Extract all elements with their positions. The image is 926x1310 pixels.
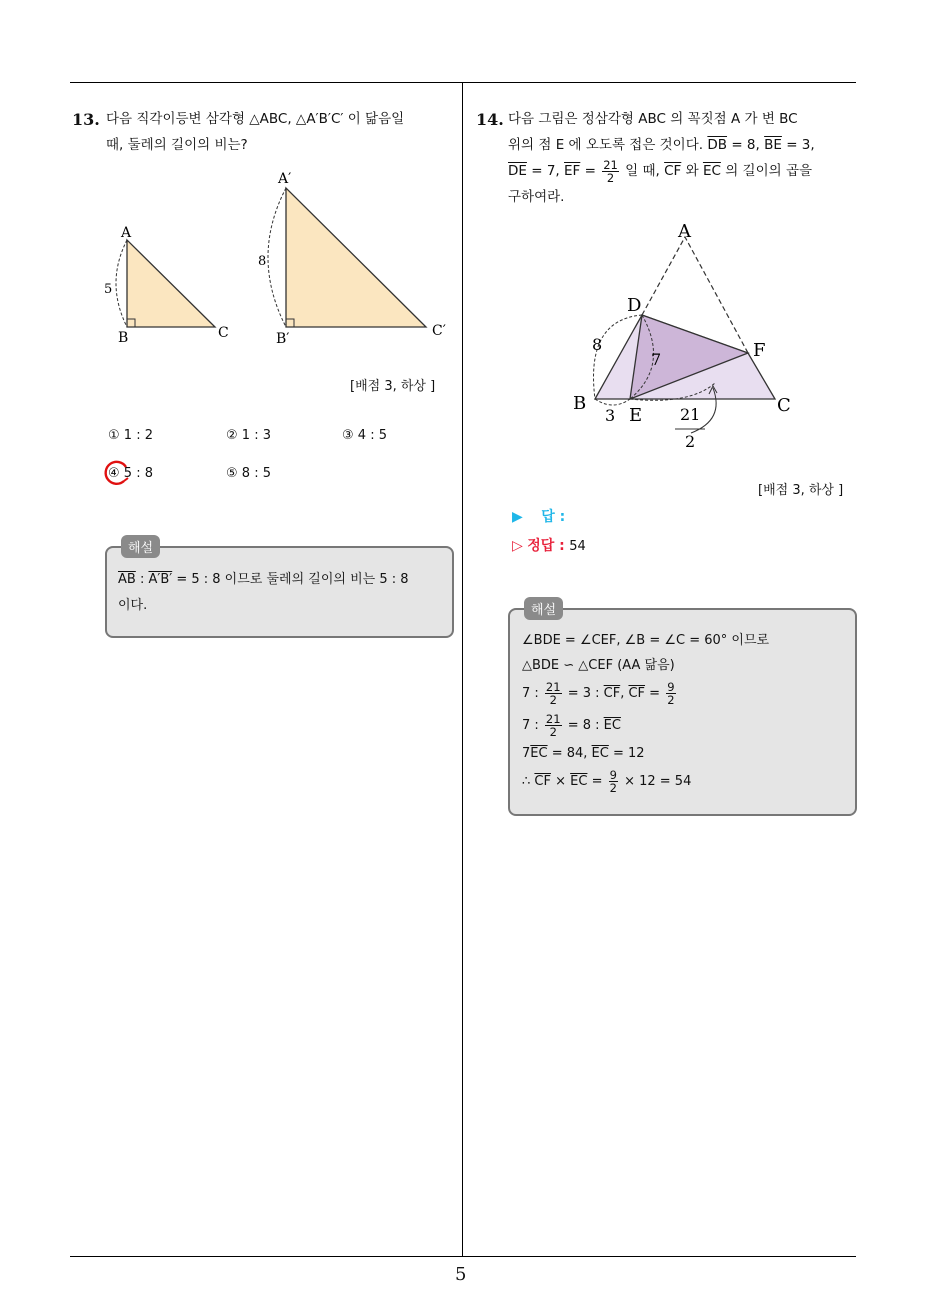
ef-den: 2 (606, 170, 615, 185)
correct-value: 54 (569, 539, 586, 554)
l6-frac (609, 769, 618, 794)
small-side-arc (116, 240, 127, 327)
exp-line4 (522, 710, 852, 742)
exp-line5 (522, 742, 852, 766)
line3-end: 의 길이의 곱을 (720, 163, 813, 179)
correct-answer-row (512, 535, 586, 555)
q13-choice-2[interactable] (226, 428, 271, 443)
l4-den: 2 (549, 725, 557, 739)
seg-ab: $\overline{AB}$ (118, 572, 136, 587)
label-ef-den: 2 (685, 432, 696, 451)
small-label-b: B (118, 330, 129, 346)
seg-ef: $\overline{EF}$ (564, 163, 581, 179)
label-b: B (573, 393, 587, 414)
choice-4-text: 5 : 8 (123, 466, 153, 481)
ef-fraction (602, 159, 619, 184)
l6-b: × (550, 774, 571, 789)
l3-frac (545, 681, 562, 706)
choice-2-mark: ② (226, 428, 238, 443)
l3-num2: 9 (667, 680, 675, 694)
q13-explanation-text (118, 567, 448, 619)
label-de: 7 (651, 350, 662, 369)
q14-score: [배점 3, 하상 ] (758, 483, 844, 498)
l5-c: = 12 (608, 746, 645, 761)
label-be: 3 (605, 406, 616, 425)
explanation-rest: = 5 : 8 이므로 둘레의 길이의 비는 5 : 8 (172, 572, 409, 587)
label-a: A (678, 221, 691, 242)
l3-den: 2 (549, 693, 557, 707)
big-triangle (286, 188, 426, 327)
choice-3-mark: ③ (342, 428, 354, 443)
label-d: D (627, 295, 642, 316)
selected-answer-circle (102, 459, 132, 487)
q13-explanation-tag: 해설 (121, 535, 160, 558)
answer-label: 답 : (541, 509, 566, 525)
l6-c: = (587, 774, 607, 789)
l3-c: , (620, 686, 629, 701)
l3-frac2 (666, 681, 675, 706)
q14-line1: 다음 그림은 정삼각형 ABC 의 꼭짓점 A 가 변 BC (508, 111, 798, 127)
de-val: = 7, (526, 163, 565, 179)
wa: 와 (681, 163, 703, 179)
big-label-a: A′ (278, 171, 292, 187)
l5-b: = 84, (547, 746, 592, 761)
l3-cf: $\overline{CF}$ (603, 686, 621, 701)
answer-arrow-icon: ▶ (512, 509, 523, 525)
bottom-rule (70, 1256, 856, 1257)
l6-a: ∴ (522, 774, 535, 789)
correct-arrow-icon: ▷ (512, 538, 523, 554)
column-divider (462, 82, 463, 1257)
l3-a: 7 : (522, 686, 543, 701)
small-label-c: C (218, 325, 229, 341)
choice-1-mark: ① (108, 428, 120, 443)
l6-ec: $\overline{EC}$ (570, 774, 588, 789)
exp-line2: △BDE ∽ △CEF (AA 닮음) (522, 658, 675, 673)
seg-be: $\overline{BE}$ (764, 137, 782, 153)
exp-line3 (522, 678, 852, 710)
choice-4-mark: ④ (108, 466, 120, 481)
l3-den2: 2 (667, 693, 675, 707)
q13-explanation-line2: 이다. (118, 598, 148, 613)
exp-line1: ∠BDE = ∠CEF, ∠B = ∠C = 60° 이므로 (522, 633, 770, 648)
label-ef-num: 21 (680, 405, 701, 424)
ef-num: 21 (603, 157, 618, 172)
seg-ec: $\overline{EC}$ (702, 163, 721, 179)
db-val: = 8, (727, 137, 765, 153)
big-label-side: 8 (258, 254, 267, 269)
choice-1-text: 1 : 2 (123, 428, 153, 443)
l3-b: = 3 : (563, 686, 604, 701)
label-db: 8 (592, 335, 603, 354)
l6-cf: $\overline{CF}$ (534, 774, 551, 789)
l4-num: 21 (545, 712, 561, 726)
line3-mid: 일 때, (620, 163, 665, 179)
l3-num: 21 (545, 680, 561, 694)
l5-a: 7 (522, 746, 531, 761)
l6-den: 2 (609, 781, 617, 795)
q13-text-line1: 다음 직각이등변 삼각형 △ABC, △A′B′C′ 이 닮음일 (106, 111, 405, 127)
l4-a: 7 : (522, 718, 543, 733)
l5-ec2: $\overline{EC}$ (591, 746, 609, 761)
label-e: E (629, 405, 643, 426)
big-side-arc (268, 188, 286, 327)
seg-ab-prime: A′B′ (148, 572, 173, 587)
choice-3-text: 4 : 5 (357, 428, 387, 443)
q13-text-line2: 때, 둘레의 길이의 비는? (106, 137, 248, 153)
q14-line2 (508, 132, 860, 158)
q13-choice-1[interactable] (108, 428, 153, 443)
big-label-c: C′ (432, 323, 446, 339)
l6-d: × 12 = 54 (619, 774, 692, 789)
small-label-a: A (121, 225, 132, 241)
l4-frac (545, 713, 562, 738)
correct-label: 정답 : (527, 538, 565, 554)
top-rule (70, 82, 856, 83)
answer-row[interactable] (512, 506, 565, 526)
ef-eq: = (580, 163, 601, 179)
be-arc (595, 399, 630, 405)
q14-line3 (508, 158, 860, 184)
seg-db: $\overline{DB}$ (707, 137, 728, 153)
q14-explanation-text (522, 628, 852, 798)
l5-ec: $\overline{EC}$ (530, 746, 548, 761)
sep: : (135, 572, 149, 587)
l4-ec: $\overline{EC}$ (603, 718, 621, 733)
q14-line2-pre: 위의 점 E 에 오도록 접은 것이다. (508, 137, 708, 153)
choice-5-mark: ⑤ (226, 466, 238, 481)
seg-de: $\overline{DE}$ (508, 163, 527, 179)
l6-num: 9 (609, 768, 617, 782)
l3-d: = (645, 686, 665, 701)
seg-cf: $\overline{CF}$ (664, 163, 682, 179)
page-number: 5 (455, 1264, 467, 1285)
label-f: F (753, 340, 766, 361)
q13-figure (100, 165, 460, 355)
q13-choice-3[interactable] (342, 428, 387, 443)
q14-explanation-tag: 해설 (524, 597, 563, 620)
q13-text (106, 106, 456, 158)
small-triangle (127, 240, 215, 327)
q14-figure (565, 215, 815, 455)
q13-number: 13. (72, 110, 100, 129)
l4-b: = 8 : (563, 718, 604, 733)
choice-5-text: 8 : 5 (241, 466, 271, 481)
l3-cf2: $\overline{CF}$ (628, 686, 646, 701)
small-label-side: 5 (104, 282, 113, 297)
q13-choice-5[interactable] (226, 466, 271, 481)
exp-line6 (522, 766, 852, 798)
q13-explanation-line1 (118, 567, 448, 593)
q14-line4: 구하여라. (508, 189, 565, 205)
be-val: = 3, (781, 137, 815, 153)
choice-2-text: 1 : 3 (241, 428, 271, 443)
q13-score: [배점 3, 하상 ] (350, 379, 436, 394)
q14-number: 14. (476, 110, 504, 129)
label-c: C (777, 395, 791, 416)
q14-text (508, 106, 860, 210)
big-label-b: B′ (276, 331, 290, 347)
